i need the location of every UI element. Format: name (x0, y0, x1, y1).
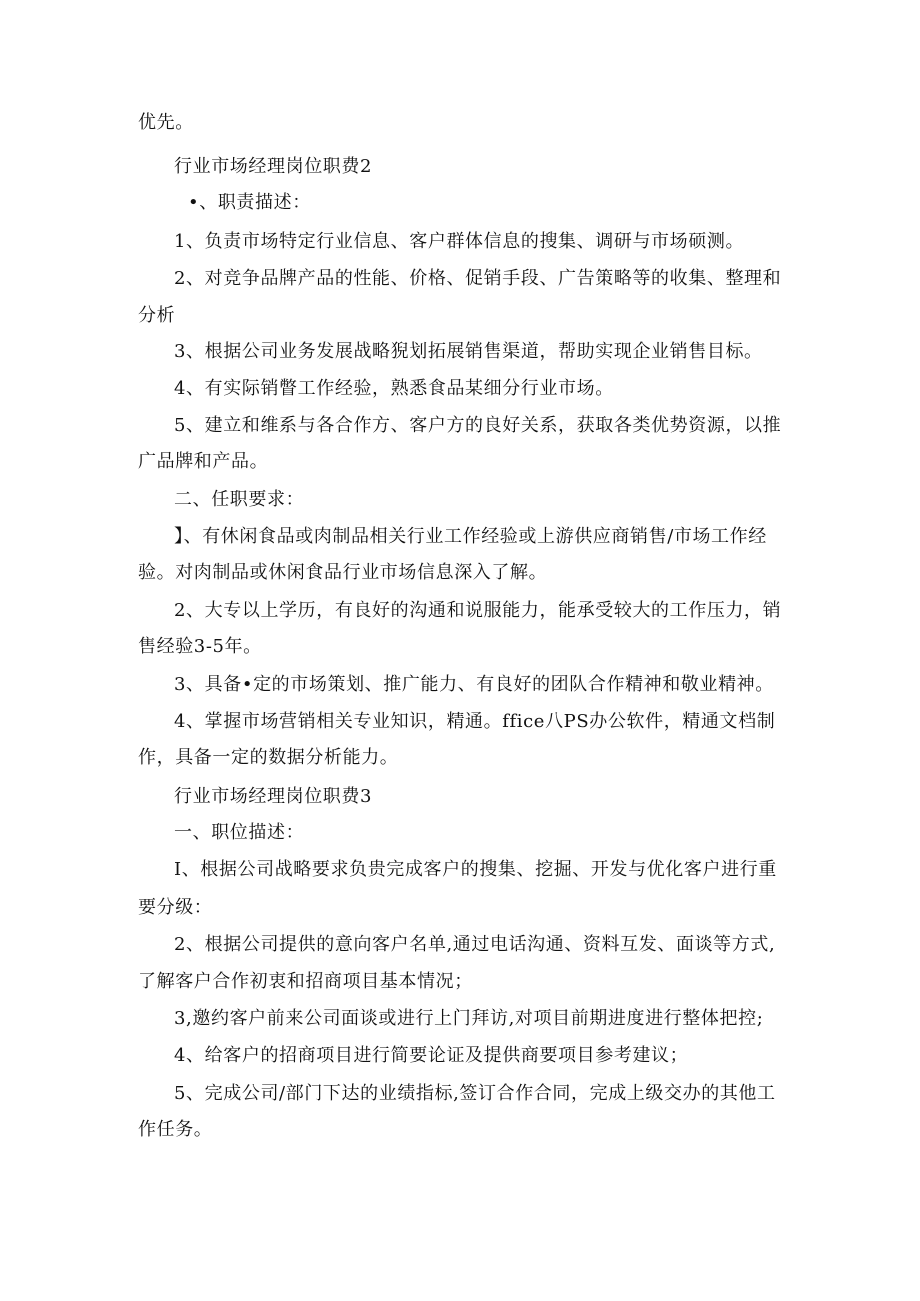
paragraph-line: 优先。 (138, 112, 194, 133)
paragraph-line: 2、大专以上学历，有良好的沟通和说服能力，能承受较大的工作压力，销 (174, 600, 782, 621)
paragraph-line: 5、完成公司/部门下达的业绩指标,签订合作合同，完成上级交办的其他工 (174, 1083, 776, 1104)
paragraph-line: 验。对肉制品或休闲食品行业市场信息深入了解。 (138, 562, 548, 583)
paragraph-line: 2、根据公司提供的意向客户名单,通过电话沟通、资料互发、面谈等方式, (174, 934, 776, 955)
paragraph-line: 要分级： (138, 897, 213, 918)
paragraph-line: 分析 (138, 305, 176, 326)
paragraph-line: 】、有休闲食品或肉制品相关行业工作经验或上游供应商销售/市场工作经 (174, 526, 767, 547)
paragraph-line: 了解客户合作初衷和招商项目基本情况； (138, 971, 473, 992)
paragraph-line: 3,邀约客户前来公司面谈或进行上门拜访,对项目前期进度进行整体把控; (174, 1008, 764, 1029)
paragraph-line: 4、给客户的招商项目进行简要论证及提供商要项目参考建议； (174, 1045, 689, 1066)
paragraph-line: 广品牌和产品。 (138, 451, 269, 472)
paragraph-line: 4、有实际销瞥工作经验，熟悉食品某细分行业市场。 (174, 378, 614, 399)
paragraph-line: 作，具备一定的数据分析能力。 (138, 747, 399, 768)
paragraph-line: 5、建立和维系与各合作方、客户方的良好关系，获取各类优势资源，以推 (174, 415, 782, 436)
paragraph-line: 1、负责市场特定行业信息、客户群体信息的搜集、调研与市场硕测。 (174, 231, 745, 252)
paragraph-line: 作任务。 (138, 1119, 213, 1140)
paragraph-line: 2、对竞争品牌产品的性能、价格、促销手段、广告策略等的收集、整理和 (174, 268, 782, 289)
subsection-heading: 二、任职要求： (174, 489, 305, 510)
paragraph-line: 4、掌握市场营销相关专业知识，精通。ffice八PS办公软件，精通文档制 (174, 711, 776, 732)
paragraph-line: 3、根据公司业务发展战略猊划拓展销售渠道，帮助实现企业销售目标。 (174, 341, 763, 362)
subsection-heading: •、职责描述： (188, 192, 311, 213)
paragraph-line: 售经验3-5年。 (138, 636, 262, 657)
paragraph-line: I、根据公司战略要求负贵完成客户的搜集、挖掘、开发与优化客户进行重 (174, 859, 777, 880)
subsection-heading: 一、职位描述： (174, 822, 305, 843)
section-heading: 行业市场经理岗位职费2 (174, 156, 373, 177)
paragraph-line: 3、具备•定的市场策划、推广能力、有良好的团队合作精神和敬业精神。 (174, 674, 774, 695)
section-heading: 行业市场经理岗位职费3 (174, 786, 373, 807)
